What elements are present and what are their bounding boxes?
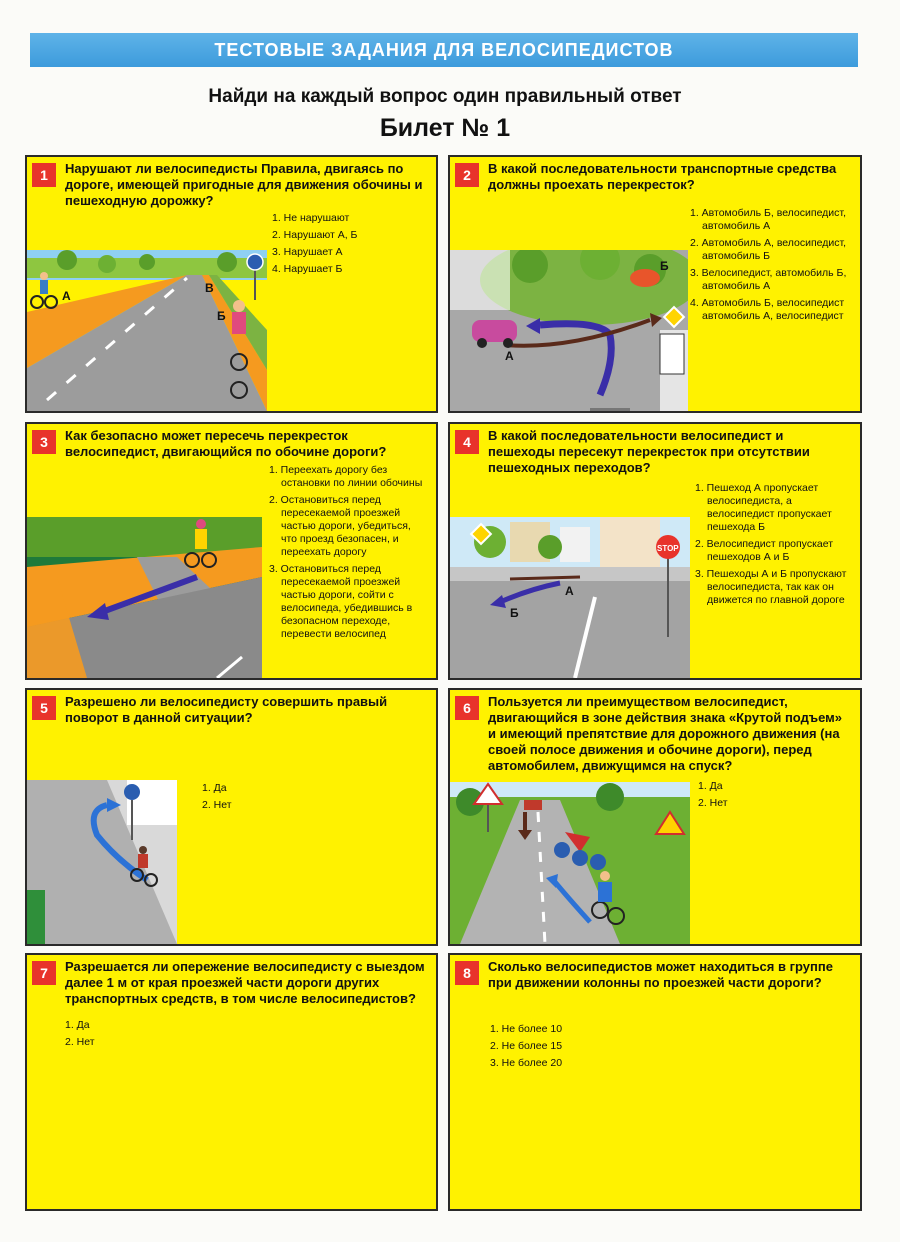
answer-list <box>490 1023 650 1074</box>
obstacle-sign-icon <box>554 842 570 858</box>
answer-option[interactable]: 3. Остановиться перед пересекаемой проезжей частью дороги, сойти с велосипеда, убедившись в безопасном переходе, перевести велосипед <box>269 563 413 640</box>
answer-list <box>65 1019 225 1053</box>
answer-option[interactable]: 1. Автомобиль Б, велосипедист, автомобиль А <box>690 207 846 232</box>
question-text: Разрешается ли опережение велосипедисту с выездом далее 1 м от края проезжей части дороги других транспортных средств, в том числе велосипедистов? <box>65 959 425 1006</box>
question-number: 4 <box>455 430 479 454</box>
answer-option[interactable]: 4. Нарушает Б <box>272 263 343 275</box>
street-illustration <box>450 517 690 678</box>
intersection-illustration <box>450 250 688 411</box>
answer-option[interactable]: 2. Не более 15 <box>490 1040 563 1052</box>
answer-option[interactable]: 2. Велосипедист пропускает пешеходов А и Б <box>695 538 834 563</box>
answer-option[interactable]: 1. Пешеход А пропускает велосипедиста, а велосипедист пропускает пешехода Б <box>695 482 832 533</box>
question-number: 7 <box>32 961 56 985</box>
car-b-icon <box>630 269 660 287</box>
answer-option[interactable]: 2. Нет <box>698 797 728 809</box>
question-number: 6 <box>455 696 479 720</box>
question-card-8 <box>448 953 862 1211</box>
answer-list <box>695 482 857 611</box>
question-card-6 <box>448 688 862 946</box>
ticket-title: Билет № 1 <box>379 114 511 142</box>
answer-option[interactable]: 2. Нет <box>65 1036 95 1048</box>
question-card-3 <box>25 422 438 680</box>
label-b: Б <box>510 606 519 620</box>
steep-hill-illustration <box>450 782 690 944</box>
crossing-illustration <box>27 517 262 678</box>
label-a: А <box>565 584 574 598</box>
label-b: Б <box>660 259 669 273</box>
question-card-2 <box>448 155 862 413</box>
answer-option[interactable]: 3. Не более 20 <box>490 1057 563 1069</box>
page-banner: ТЕСТОВЫЕ ЗАДАНИЯ ДЛЯ ВЕЛОСИПЕДИСТОВ <box>30 33 858 67</box>
question-card-7 <box>25 953 438 1211</box>
answer-option[interactable]: 1. Да <box>698 780 723 792</box>
answer-option[interactable]: 2. Автомобиль А, велосипедист, автомобиль Б <box>690 237 847 262</box>
stop-label: STOP <box>657 544 679 553</box>
question-number: 2 <box>455 163 479 187</box>
question-text: В какой последовательности транспортные средства должны проехать перекресток? <box>488 161 837 192</box>
answer-option[interactable]: 3. Велосипедист, автомобиль Б, автомобиль А <box>690 267 847 292</box>
question-number: 3 <box>32 430 56 454</box>
page-subtitle: Найди на каждый вопрос один правильный ответ <box>208 86 682 107</box>
question-card-1 <box>25 155 438 413</box>
question-card-4 <box>448 422 862 680</box>
label-b: Б <box>217 309 226 323</box>
answer-option[interactable]: 4. Автомобиль Б, велосипедист автомобиль А, велосипедист <box>690 297 845 322</box>
label-a: А <box>505 349 514 363</box>
question-number: 5 <box>32 696 56 720</box>
label-a: А <box>62 289 71 303</box>
answer-option[interactable]: 3. Нарушает А <box>272 246 343 258</box>
answer-option[interactable]: 2. Нет <box>202 799 232 811</box>
answer-option[interactable]: 2. Нарушают А, Б <box>272 229 358 241</box>
answer-option[interactable]: 3. Пешеходы А и Б пропускают велосипедиста, так как он движется по главной дороге <box>695 568 847 606</box>
question-text: В какой последовательности велосипедист и пешеходы пересекут перекресток при отсутствии пешеходных переходов? <box>488 428 810 475</box>
answer-option[interactable]: 1. Не нарушают <box>272 212 350 224</box>
question-number: 1 <box>32 163 56 187</box>
question-card-5 <box>25 688 438 946</box>
answer-list <box>698 780 818 814</box>
right-turn-illustration <box>27 780 177 944</box>
answer-option[interactable]: 2. Остановиться перед пересекаемой проезжей частью дороги, убедиться, что проезд безопасен, и переехать дорогу <box>269 494 411 558</box>
question-text: Пользуется ли преимуществом велосипедист, двигающийся в зоне действия знака «Крутой подъем» и имеющий препятствие для дорожного движения (на своей полосе движения и обочине дороги), перед автомобилем, движущимся на спуск? <box>488 694 843 773</box>
answer-option[interactable]: 1. Переехать дорогу без остановки по линии обочины <box>269 464 423 489</box>
question-text: Нарушают ли велосипедисты Правила, двигаясь по дороге, имеющей пригодные для движения обочины и пешеходную дорожку? <box>65 161 423 208</box>
answer-list <box>690 207 858 327</box>
car-icon <box>524 800 542 810</box>
road-illustration <box>27 250 267 411</box>
answer-list <box>269 464 429 645</box>
question-text: Сколько велосипедистов может находиться в группе при движении колонны по проезжей части дороги? <box>488 959 833 990</box>
question-number: 8 <box>455 961 479 985</box>
answer-option[interactable]: 1. Да <box>65 1019 90 1031</box>
answer-option[interactable]: 1. Да <box>202 782 227 794</box>
direction-sign-icon <box>660 334 684 374</box>
label-v: В <box>205 281 214 295</box>
answer-list <box>202 782 322 816</box>
answer-option[interactable]: 1. Не более 10 <box>490 1023 563 1035</box>
question-text: Как безопасно может пересечь перекресток велосипедист, двигающийся по обочине дороги? <box>65 428 387 459</box>
answer-list <box>272 212 432 280</box>
question-text: Разрешено ли велосипедисту совершить правый поворот в данной ситуации? <box>65 694 388 725</box>
